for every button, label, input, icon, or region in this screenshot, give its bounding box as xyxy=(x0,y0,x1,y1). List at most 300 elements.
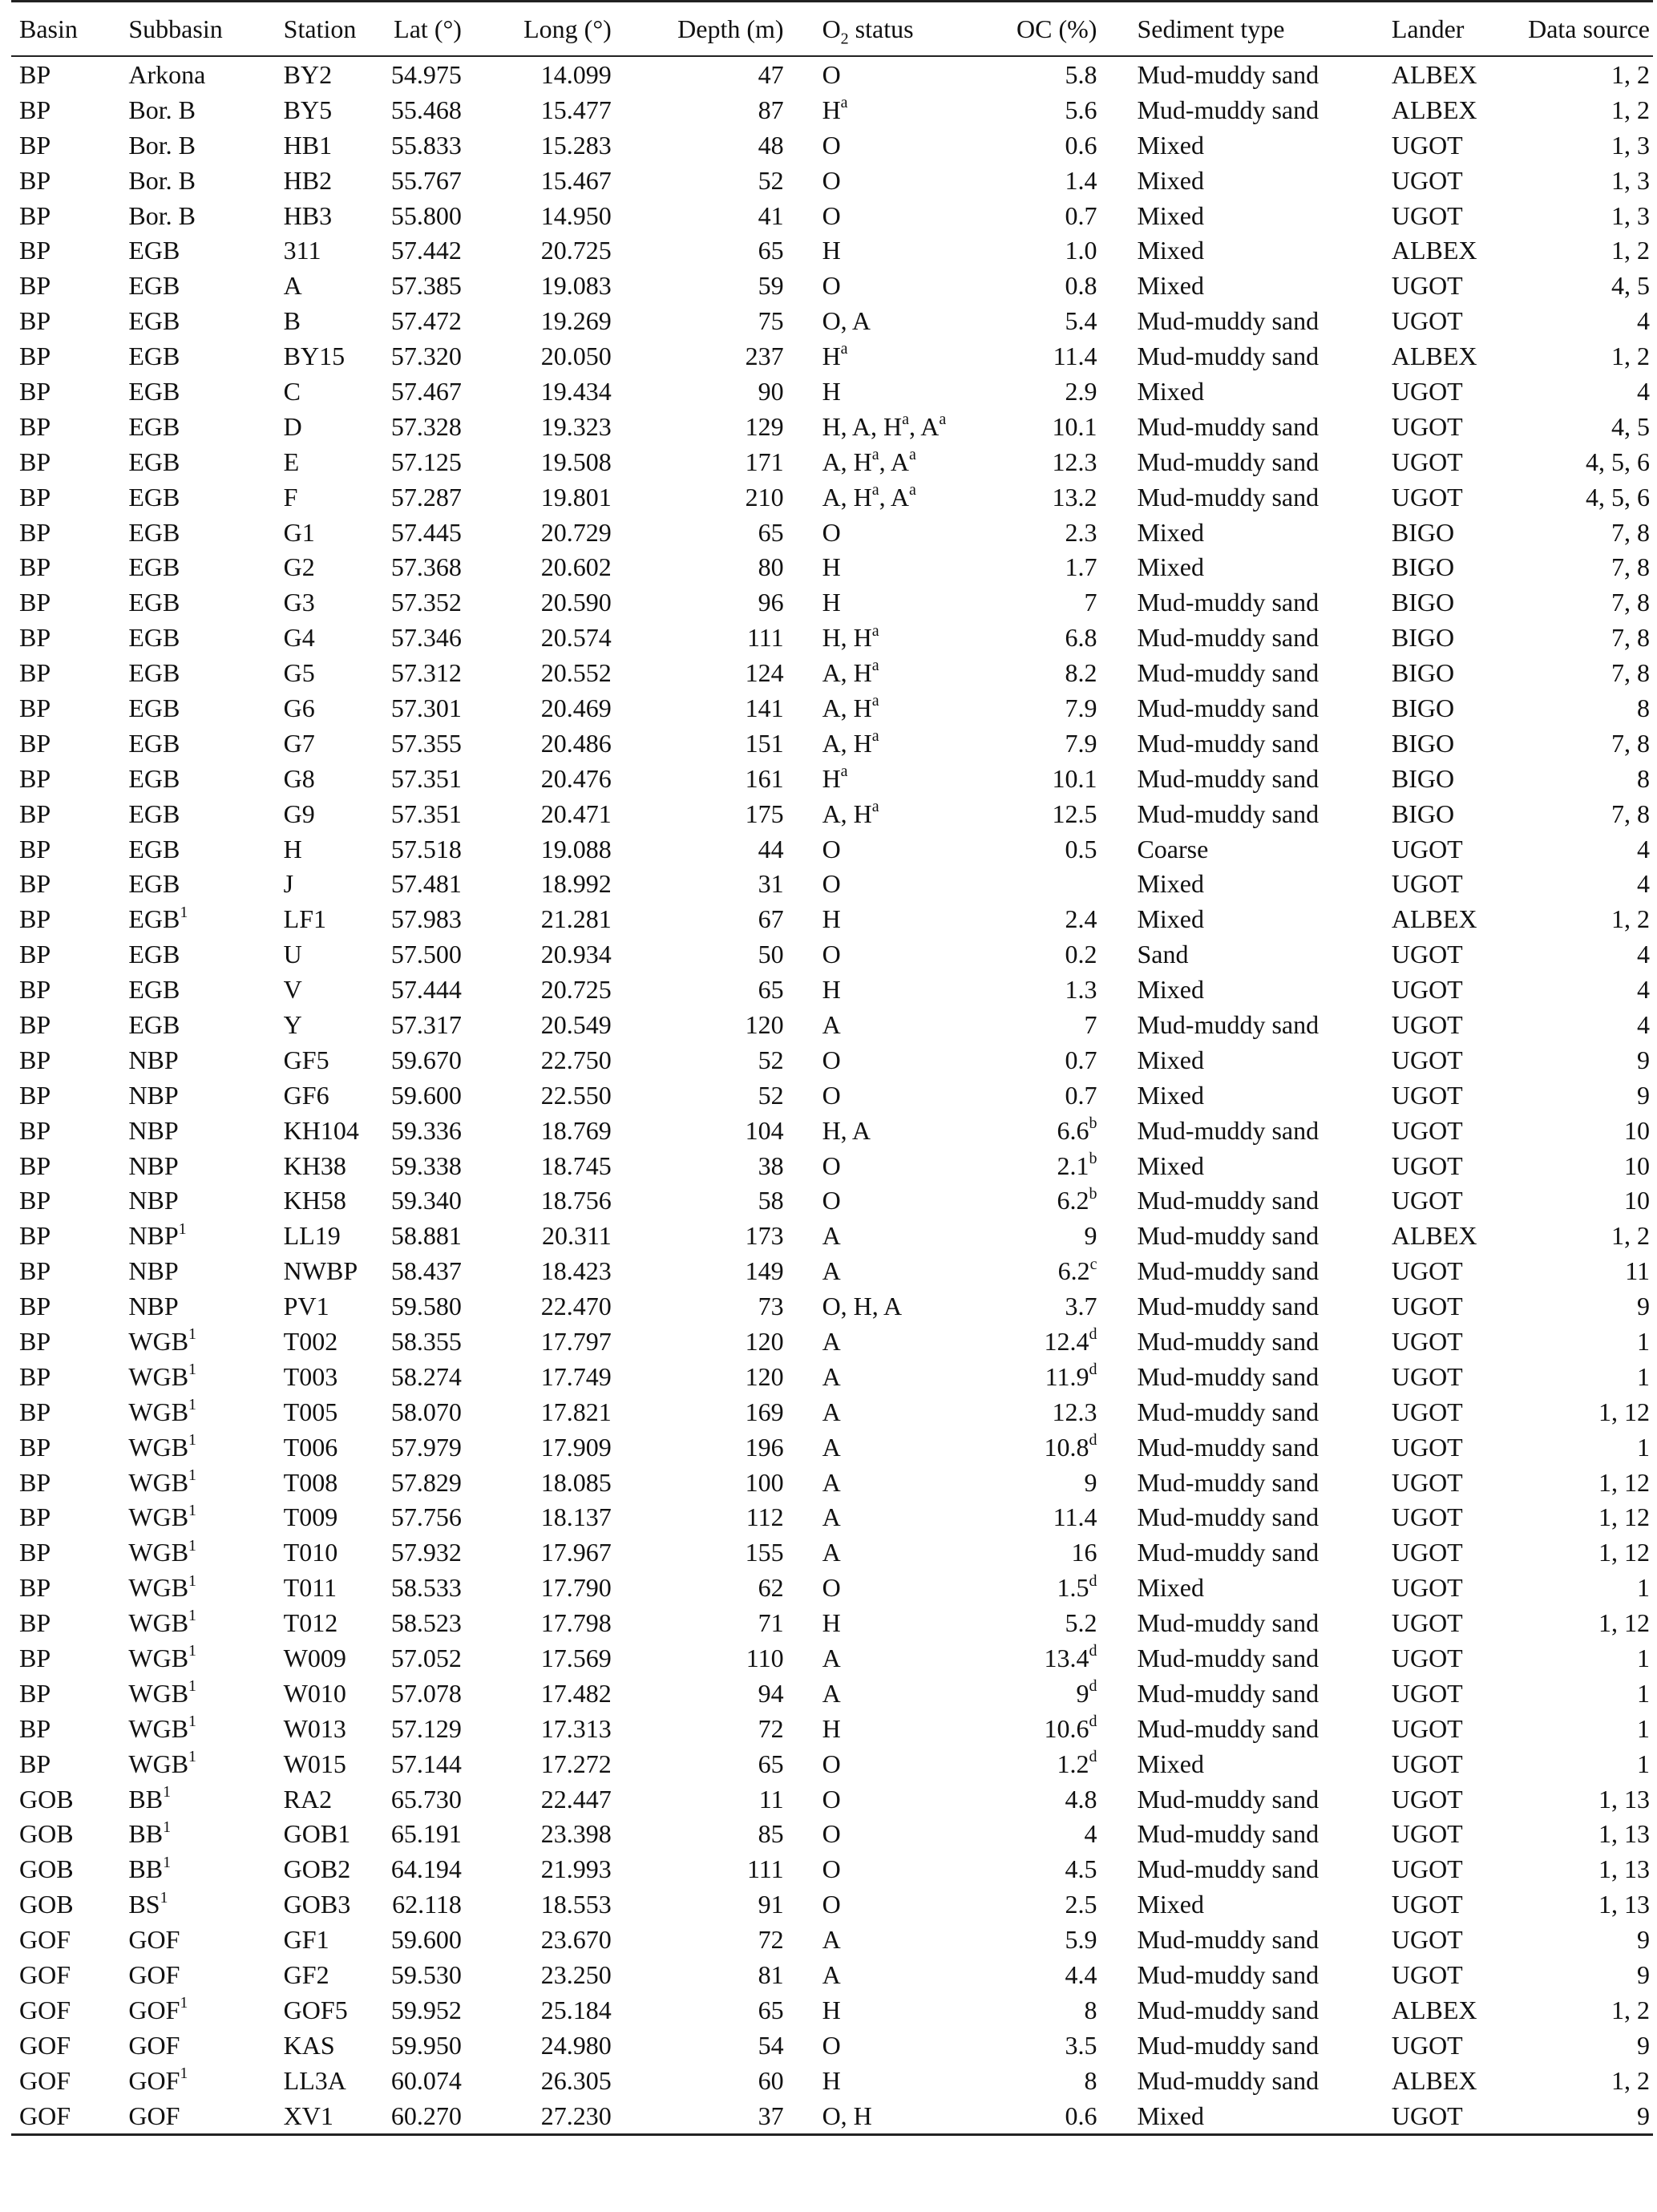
cell-basin: GOF xyxy=(19,2065,71,2095)
cell-subbasin xyxy=(120,1957,275,1992)
cell-basin: BP xyxy=(19,1678,51,1708)
cell-station: W009 xyxy=(283,1644,346,1673)
cell-lander: UGOT xyxy=(1391,1608,1463,1638)
cell-sediment: Mud-muddy sand xyxy=(1137,1608,1320,1638)
subbasin-text: EGB xyxy=(128,1009,180,1039)
cell-basin: BP xyxy=(19,1502,51,1532)
cell-station: BY5 xyxy=(283,95,333,124)
cell-basin: BP xyxy=(19,869,51,899)
subbasin-footnote: 1 xyxy=(188,1642,197,1660)
cell-subbasin xyxy=(120,1218,275,1253)
cell-subbasin xyxy=(120,56,275,92)
cell-o2-status: A xyxy=(822,1538,841,1567)
cell-depth: 41 xyxy=(758,200,784,230)
cell-basin: BP xyxy=(19,588,51,617)
subbasin-text: NBP xyxy=(128,1045,179,1074)
cell-subbasin xyxy=(120,620,275,655)
cell-oc xyxy=(1015,338,1100,374)
cell-basin: BP xyxy=(19,1221,51,1251)
cell-depth: 111 xyxy=(746,623,784,653)
subbasin-footnote: 1 xyxy=(163,1853,172,1871)
oc-value: 3.7 xyxy=(1065,1292,1097,1321)
cell-long: 20.476 xyxy=(540,763,612,793)
cell-o2-status: $H^a$ xyxy=(822,94,848,124)
cell-subbasin xyxy=(120,1781,275,1817)
cell-depth: 65 xyxy=(758,1749,784,1778)
table-row xyxy=(11,584,1653,620)
cell-subbasin xyxy=(120,1851,275,1886)
cell-oc xyxy=(1015,620,1100,655)
cell-oc xyxy=(1015,1570,1100,1605)
cell-basin: BP xyxy=(19,1432,51,1462)
oc-footnote: c xyxy=(1089,1255,1097,1273)
cell-lander: UGOT xyxy=(1391,306,1463,336)
cell-depth: 80 xyxy=(758,552,784,582)
table-row xyxy=(11,690,1653,726)
cell-lat: 57.351 xyxy=(390,763,462,793)
table-row xyxy=(11,972,1653,1007)
cell-oc xyxy=(1015,936,1100,972)
cell-o2-status: O xyxy=(822,940,841,969)
cell-depth: 155 xyxy=(745,1538,784,1567)
cell-lat: 59.338 xyxy=(390,1150,462,1180)
cell-station: KAS xyxy=(283,2030,335,2060)
subbasin-text: EGB xyxy=(128,693,180,722)
cell-subbasin xyxy=(120,1605,275,1640)
cell-oc xyxy=(1015,1886,1100,1922)
cell-long: 19.508 xyxy=(540,447,612,476)
cell-basin: BP xyxy=(19,940,51,969)
subbasin-footnote: 1 xyxy=(180,1994,188,2012)
table-row xyxy=(11,1992,1653,2028)
cell-long: 21.993 xyxy=(540,1854,612,1884)
cell-lat: 57.368 xyxy=(390,552,462,582)
cell-sediment: Mixed xyxy=(1137,517,1204,547)
cell-depth: 38 xyxy=(758,1150,784,1180)
cell-source: 1, 12 xyxy=(1598,1467,1650,1497)
cell-o2-status: A xyxy=(822,1256,841,1286)
cell-lander: BIGO xyxy=(1391,588,1455,617)
cell-source: 1 xyxy=(1637,1644,1650,1673)
cell-lander: ALBEX xyxy=(1391,2065,1477,2095)
cell-basin: BP xyxy=(19,95,51,124)
cell-source: 1, 2 xyxy=(1611,2065,1650,2095)
cell-depth: 72 xyxy=(758,1925,784,1955)
cell-station: A xyxy=(283,271,302,301)
cell-long: 18.745 xyxy=(540,1150,612,1180)
cell-source: 1, 2 xyxy=(1611,342,1650,371)
cell-source: 1, 12 xyxy=(1598,1538,1650,1567)
cell-lat: 65.730 xyxy=(390,1784,462,1814)
cell-long: 19.083 xyxy=(540,271,612,301)
cell-subbasin xyxy=(120,163,275,198)
table-row xyxy=(11,479,1653,515)
subbasin-text: WGB xyxy=(128,1678,189,1708)
cell-oc xyxy=(1015,1676,1100,1711)
oc-footnote: d xyxy=(1089,1748,1097,1766)
table-row xyxy=(11,1253,1653,1288)
header-lander: Lander xyxy=(1361,2,1503,57)
cell-long: 20.725 xyxy=(540,236,612,265)
cell-source: 4, 5 xyxy=(1611,411,1650,441)
table-row xyxy=(11,1007,1653,1042)
cell-lat: 55.468 xyxy=(390,95,462,124)
cell-station: KH58 xyxy=(283,1186,346,1215)
cell-source: 1, 2 xyxy=(1611,236,1650,265)
cell-lat: 57.385 xyxy=(390,271,462,301)
cell-station: GF6 xyxy=(283,1080,329,1110)
cell-sediment: Mud-muddy sand xyxy=(1137,588,1320,617)
subbasin-text: NBP xyxy=(128,1221,179,1251)
cell-subbasin xyxy=(120,1570,275,1605)
oc-footnote: b xyxy=(1089,1114,1097,1132)
cell-station: C xyxy=(283,376,301,406)
cell-oc xyxy=(1015,690,1100,726)
cell-depth: 96 xyxy=(758,588,784,617)
cell-source: 7, 8 xyxy=(1611,588,1650,617)
cell-station: T012 xyxy=(283,1608,338,1638)
cell-sediment: Mud-muddy sand xyxy=(1137,1009,1320,1039)
cell-long: 18.769 xyxy=(540,1115,612,1145)
cell-lat: 64.194 xyxy=(390,1854,462,1884)
cell-subbasin xyxy=(120,796,275,831)
oc-value: 8 xyxy=(1084,2065,1097,2095)
cell-lat: 58.881 xyxy=(390,1221,462,1251)
cell-station: Y xyxy=(283,1009,302,1039)
cell-basin: BP xyxy=(19,1538,51,1567)
cell-basin: BP xyxy=(19,834,51,863)
cell-lat: 59.950 xyxy=(390,2030,462,2060)
subbasin-text: EGB xyxy=(128,658,180,688)
cell-sediment: Mixed xyxy=(1137,165,1204,195)
cell-lander: UGOT xyxy=(1391,1784,1463,1814)
cell-oc xyxy=(1015,268,1100,303)
cell-sediment: Mud-muddy sand xyxy=(1137,59,1320,89)
cell-station: G1 xyxy=(283,517,315,547)
cell-station: G7 xyxy=(283,728,315,758)
cell-oc xyxy=(1015,972,1100,1007)
cell-station: PV1 xyxy=(283,1292,329,1321)
cell-lat: 59.952 xyxy=(390,1995,462,2024)
cell-depth: 59 xyxy=(758,271,784,301)
cell-o2-status: A xyxy=(822,1467,841,1497)
subbasin-text: NBP xyxy=(128,1115,179,1145)
cell-sediment: Mud-muddy sand xyxy=(1137,1256,1320,1286)
cell-station: LL19 xyxy=(283,1221,341,1251)
cell-lander: UGOT xyxy=(1391,1960,1463,1990)
cell-station: D xyxy=(283,411,302,441)
cell-subbasin xyxy=(120,268,275,303)
cell-source: 4 xyxy=(1637,376,1650,406)
cell-depth: 52 xyxy=(758,1080,784,1110)
oc-footnote: d xyxy=(1089,1677,1097,1696)
cell-station: F xyxy=(283,482,298,512)
cell-subbasin xyxy=(120,1359,275,1394)
cell-sediment: Mixed xyxy=(1137,200,1204,230)
cell-source: 1, 2 xyxy=(1611,59,1650,89)
subbasin-text: NBP xyxy=(128,1186,179,1215)
oc-footnote: d xyxy=(1089,1361,1097,1379)
cell-o2-status: O xyxy=(822,1186,841,1215)
cell-o2-status: H xyxy=(822,2065,841,2095)
cell-oc xyxy=(1015,1851,1100,1886)
cell-lander: BIGO xyxy=(1391,623,1455,653)
oc-value: 0.8 xyxy=(1065,271,1097,301)
cell-subbasin xyxy=(120,2063,275,2098)
cell-source: 9 xyxy=(1637,1292,1650,1321)
cell-oc xyxy=(1015,1113,1100,1148)
table-row xyxy=(11,56,1653,92)
oc-value: 3.5 xyxy=(1065,2030,1097,2060)
table-row xyxy=(11,1746,1653,1781)
oc-value: 5.4 xyxy=(1065,306,1097,336)
cell-subbasin xyxy=(120,1078,275,1113)
cell-station: G9 xyxy=(283,799,315,828)
cell-long: 15.477 xyxy=(540,95,612,124)
cell-oc xyxy=(1015,409,1100,444)
cell-long: 24.980 xyxy=(540,2030,612,2060)
table-row xyxy=(11,1640,1653,1676)
cell-oc xyxy=(1015,233,1100,268)
oc-value: 5.6 xyxy=(1065,95,1097,124)
cell-o2-status: $H^a$ xyxy=(822,340,848,371)
cell-lander: BIGO xyxy=(1391,658,1455,688)
header-source: Data source xyxy=(1503,2,1653,57)
cell-basin: BP xyxy=(19,728,51,758)
cell-o2-status: H xyxy=(822,1608,841,1638)
cell-basin: BP xyxy=(19,411,51,441)
subbasin-footnote: 1 xyxy=(188,1466,197,1484)
cell-station: G4 xyxy=(283,623,315,653)
cell-oc xyxy=(1015,1078,1100,1113)
cell-sediment: Mud-muddy sand xyxy=(1137,1819,1320,1849)
cell-oc xyxy=(1015,1324,1100,1359)
cell-long: 22.470 xyxy=(540,1292,612,1321)
o2-footnote: a xyxy=(939,410,947,429)
cell-lander: BIGO xyxy=(1391,728,1455,758)
cell-source: 4 xyxy=(1637,1009,1650,1039)
cell-depth: 73 xyxy=(758,1292,784,1321)
cell-depth: 100 xyxy=(745,1467,784,1497)
subbasin-text: BB xyxy=(128,1819,164,1849)
subbasin-text: EGB xyxy=(128,588,180,617)
cell-source: 1 xyxy=(1637,1573,1650,1603)
cell-o2-status: O, H, A xyxy=(822,1292,903,1321)
cell-o2-status: O xyxy=(822,130,841,160)
table-row xyxy=(11,444,1653,479)
o2-footnote: a xyxy=(871,727,879,746)
subbasin-text: WGB xyxy=(128,1397,189,1426)
cell-oc xyxy=(1015,479,1100,515)
cell-sediment: Mud-muddy sand xyxy=(1137,1327,1320,1356)
cell-source: 1 xyxy=(1637,1713,1650,1743)
cell-source: 4 xyxy=(1637,940,1650,969)
cell-subbasin xyxy=(120,1817,275,1852)
table-row xyxy=(11,2098,1653,2134)
cell-subbasin xyxy=(120,1042,275,1078)
cell-long: 25.184 xyxy=(540,1995,612,2024)
cell-lander: UGOT xyxy=(1391,1186,1463,1215)
cell-source: 4, 5, 6 xyxy=(1586,447,1650,476)
cell-station: GOB2 xyxy=(283,1854,351,1884)
cell-o2-status: O xyxy=(822,165,841,195)
cell-station: GOB1 xyxy=(283,1819,351,1849)
cell-depth: 210 xyxy=(745,482,784,512)
cell-lat: 58.274 xyxy=(390,1361,462,1391)
oc-value: 9 xyxy=(1084,1467,1097,1497)
cell-o2-status: H, $H^a$ xyxy=(822,621,879,653)
oc-value: 4.4 xyxy=(1065,1960,1097,1990)
oc-value: 13.4 xyxy=(1044,1644,1089,1673)
table-row xyxy=(11,1781,1653,1817)
cell-subbasin xyxy=(120,1886,275,1922)
cell-source: 4 xyxy=(1637,834,1650,863)
cell-o2-status: A, $H^a$ xyxy=(822,657,879,688)
oc-value: 11.9 xyxy=(1045,1361,1089,1391)
cell-depth: 149 xyxy=(745,1256,784,1286)
cell-oc xyxy=(1015,1007,1100,1042)
cell-oc xyxy=(1015,1992,1100,2028)
cell-subbasin xyxy=(120,761,275,796)
cell-lat: 60.074 xyxy=(390,2065,462,2095)
cell-oc xyxy=(1015,1148,1100,1183)
cell-basin: BP xyxy=(19,271,51,301)
table-row xyxy=(11,1535,1653,1570)
cell-station: G5 xyxy=(283,658,315,688)
cell-long: 27.230 xyxy=(465,2098,615,2134)
cell-long: 15.283 xyxy=(540,130,612,160)
oc-value: 0.7 xyxy=(1065,1080,1097,1110)
o2-footnote: a xyxy=(871,797,879,815)
cell-o2-status: H, A xyxy=(822,1115,871,1145)
cell-lander: UGOT xyxy=(1391,1150,1463,1180)
cell-sediment: Mud-muddy sand xyxy=(1137,411,1320,441)
subbasin-footnote: 1 xyxy=(188,1536,197,1555)
cell-sediment: Mixed xyxy=(1137,130,1204,160)
cell-basin: GOB xyxy=(19,1890,74,1919)
oc-value: 1.2 xyxy=(1057,1749,1089,1778)
oc-value: 1.7 xyxy=(1065,552,1097,582)
oc-value: 10.8 xyxy=(1044,1432,1089,1462)
oc-value: 1.3 xyxy=(1065,975,1097,1005)
cell-lander: UGOT xyxy=(1391,1678,1463,1708)
cell-basin: GOB xyxy=(19,1854,74,1884)
oc-value: 2.5 xyxy=(1065,1890,1097,1919)
cell-o2-status: O xyxy=(822,271,841,301)
cell-basin: BP xyxy=(19,130,51,160)
cell-o2-status: A, $H^a$ xyxy=(822,797,879,828)
cell-station: T011 xyxy=(283,1573,337,1603)
subbasin-footnote: 1 xyxy=(188,1501,197,1519)
cell-basin: BP xyxy=(19,1292,51,1321)
cell-oc xyxy=(1015,866,1100,901)
cell-lat: 57.444 xyxy=(390,975,462,1005)
cell-lander: BIGO xyxy=(1391,799,1455,828)
cell-lat: 57.352 xyxy=(390,588,462,617)
cell-station: H xyxy=(283,834,302,863)
cell-o2-status: A xyxy=(822,1678,841,1708)
cell-station: RA2 xyxy=(283,1784,333,1814)
cell-o2-status: O, H xyxy=(787,2098,1016,2134)
header-sediment: Sediment type xyxy=(1100,2,1360,57)
header-o2-letter: O xyxy=(822,14,841,43)
cell-basin: BP xyxy=(19,342,51,371)
cell-subbasin xyxy=(120,936,275,972)
cell-lat: 58.533 xyxy=(390,1573,462,1603)
cell-lander: ALBEX xyxy=(1391,1221,1477,1251)
cell-long: 15.467 xyxy=(540,165,612,195)
table-row xyxy=(11,1288,1653,1324)
subbasin-footnote: 1 xyxy=(188,1361,197,1379)
subbasin-text: WGB xyxy=(128,1713,189,1743)
cell-sediment: Mixed xyxy=(1137,376,1204,406)
cell-source: 7, 8 xyxy=(1611,517,1650,547)
cell-lat: 55.800 xyxy=(390,200,462,230)
cell-depth: 72 xyxy=(758,1713,784,1743)
cell-depth: 94 xyxy=(758,1678,784,1708)
o2-footnote: a xyxy=(871,692,879,710)
oc-value: 5.8 xyxy=(1065,59,1097,89)
cell-sediment: Mixed xyxy=(1137,975,1204,1005)
cell-oc xyxy=(1015,1746,1100,1781)
cell-sediment: Mud-muddy sand xyxy=(1137,1292,1320,1321)
cell-lander: BIGO xyxy=(1391,552,1455,582)
cell-oc xyxy=(1015,1817,1100,1852)
cell-lat: 57.287 xyxy=(390,482,462,512)
cell-depth: 124 xyxy=(745,658,784,688)
table-row xyxy=(11,268,1653,303)
cell-subbasin xyxy=(120,1465,275,1500)
cell-subbasin xyxy=(120,409,275,444)
cell-oc xyxy=(1015,831,1100,867)
cell-o2-status: O xyxy=(822,1784,841,1814)
cell-long: 20.552 xyxy=(540,658,612,688)
cell-lat: 59.336 xyxy=(390,1115,462,1145)
cell-subbasin xyxy=(120,1113,275,1148)
cell-lander: UGOT xyxy=(1391,1045,1463,1074)
cell-source: 1, 2 xyxy=(1611,904,1650,934)
cell-basin: BP xyxy=(19,447,51,476)
cell-oc xyxy=(1015,2063,1100,2098)
o2-footnote: a xyxy=(871,621,879,640)
cell-oc xyxy=(1015,1605,1100,1640)
cell-source: 9 xyxy=(1637,1080,1650,1110)
oc-value: 0.7 xyxy=(1065,200,1097,230)
cell-long: 19.269 xyxy=(540,306,612,336)
cell-source: 1 xyxy=(1637,1327,1650,1356)
cell-lander: UGOT xyxy=(1391,834,1463,863)
cell-depth: 60 xyxy=(758,2065,784,2095)
cell-lander: UGOT xyxy=(1391,1432,1463,1462)
cell-lat: 57.442 xyxy=(390,236,462,265)
cell-oc xyxy=(1015,1711,1100,1746)
cell-source: 1, 12 xyxy=(1598,1502,1650,1532)
cell-oc xyxy=(1015,549,1100,584)
cell-basin: BP xyxy=(19,482,51,512)
cell-oc xyxy=(1015,655,1100,690)
cell-lat: 57.144 xyxy=(390,1749,462,1778)
cell-lander: UGOT xyxy=(1391,1467,1463,1497)
cell-lat: 57.500 xyxy=(390,940,462,969)
subbasin-footnote: 1 xyxy=(188,1677,197,1696)
subbasin-text: WGB xyxy=(128,1573,189,1603)
cell-source: 1, 13 xyxy=(1598,1854,1650,1884)
cell-sediment: Mud-muddy sand xyxy=(1137,1995,1320,2024)
table-row xyxy=(11,198,1653,233)
oc-value: 0.2 xyxy=(1065,940,1097,969)
cell-source: 1, 2 xyxy=(1611,1221,1650,1251)
cell-depth: 161 xyxy=(745,763,784,793)
